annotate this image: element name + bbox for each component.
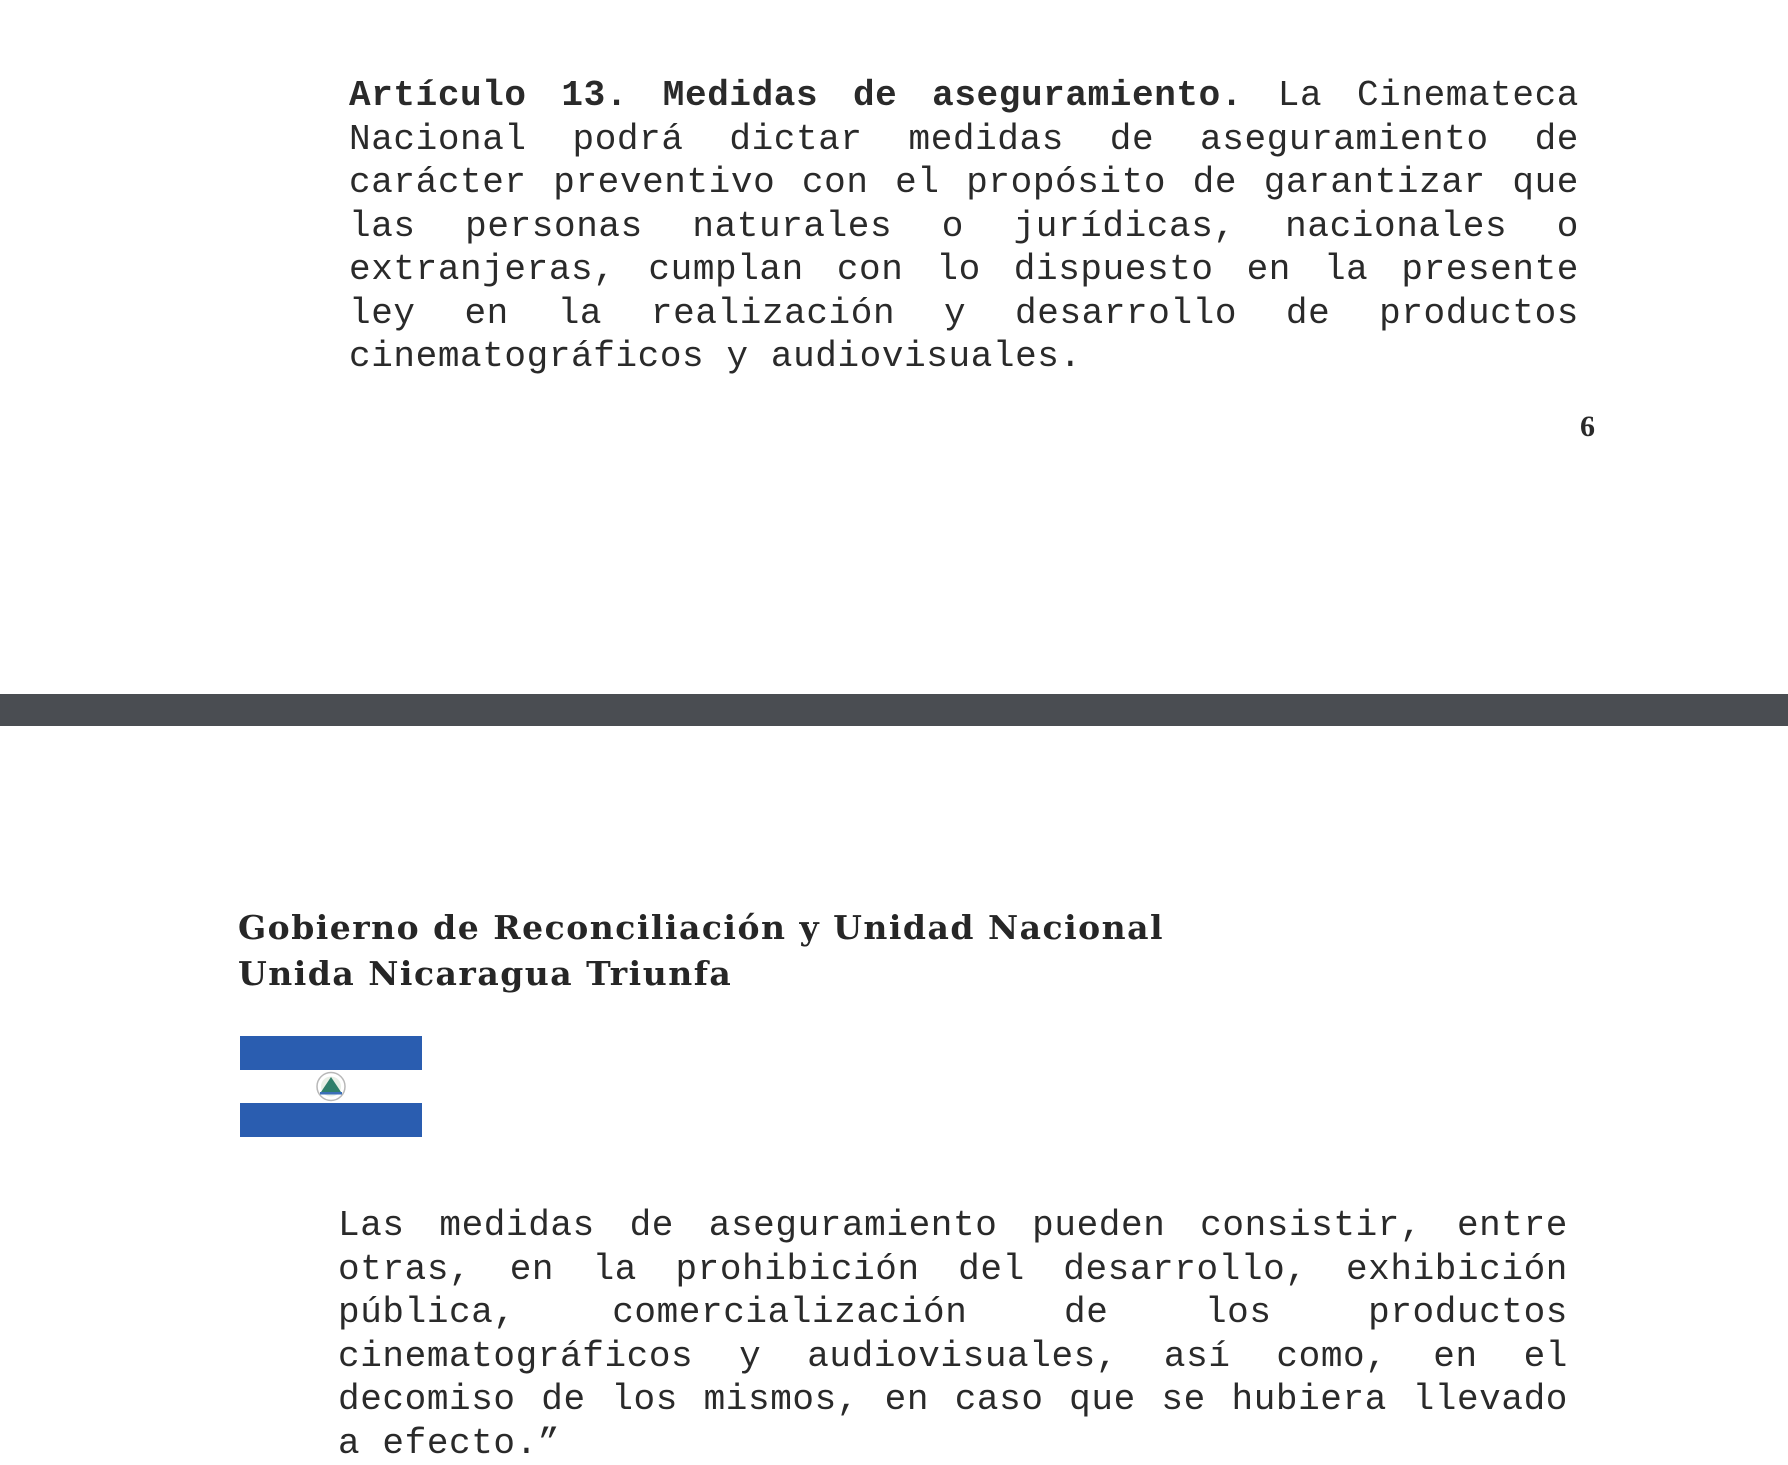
document-page-top (0, 0, 1788, 694)
government-header-line1: Gobierno de Reconciliación y Unidad Nacional (238, 908, 1165, 947)
article-13-paragraph (349, 74, 1579, 379)
article-heading: Artículo 13. Medidas de aseguramiento. (349, 75, 1244, 116)
page-number: 6 (1580, 410, 1595, 443)
measures-paragraph: Las medidas de aseguramiento pueden consistir, entre otras, en la prohibición del desarrollo, exhibición pública, comercialización de los productos cinematográficos y audiovisuales, así como, en el decomiso de los mismos, en caso que se hubiera llevado a efecto.” (338, 1205, 1568, 1464)
article-body: La Cinemateca Nacional podrá dictar medidas de aseguramiento de carácter preventivo con el propósito de garantizar que las personas naturales o jurídicas, nacionales o extranjeras, cumplan con lo dispuesto en la presente ley en la realización y desarrollo de productos cinematográficos y audiovisuales. (349, 75, 1580, 377)
nicaragua-flag-icon (240, 1036, 422, 1137)
page-divider (0, 694, 1788, 728)
government-header-line2: Unida Nicaragua Triunfa (238, 954, 733, 993)
government-header (238, 905, 1338, 997)
